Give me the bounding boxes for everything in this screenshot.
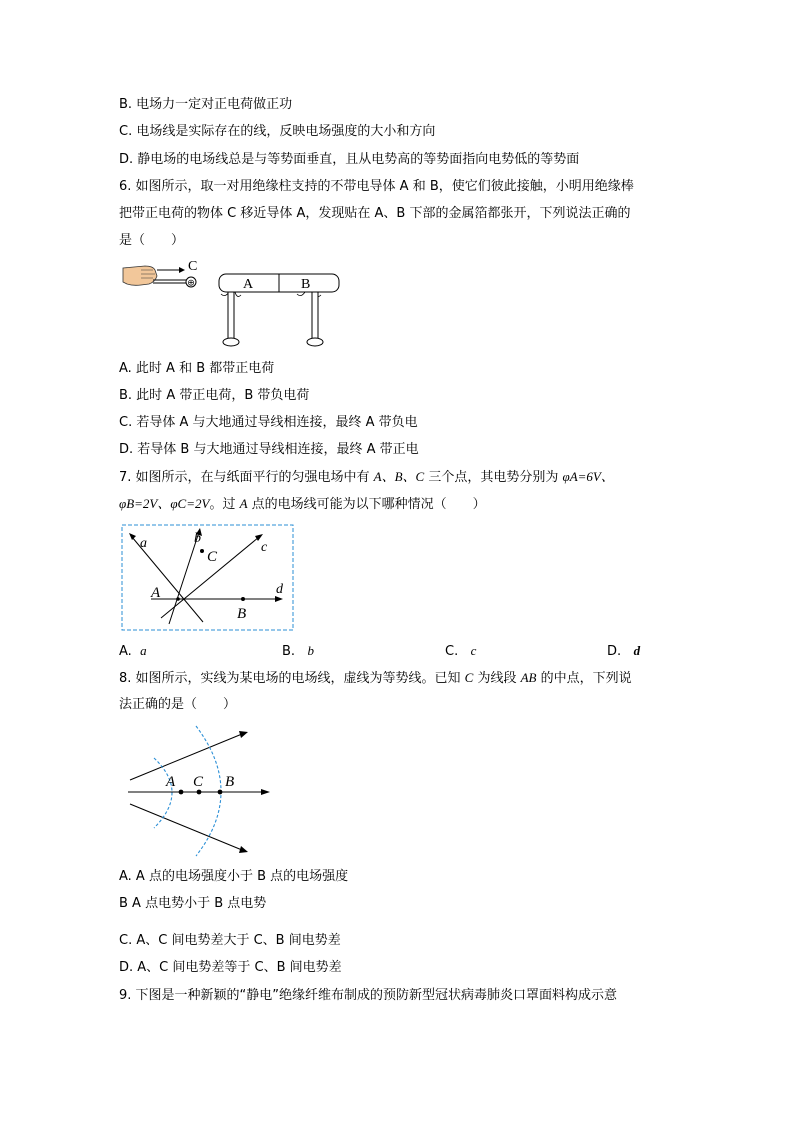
point-b <box>241 597 245 601</box>
q5-option-b: B. 电场力一定对正电荷做正功 <box>119 97 293 112</box>
line-d-label: d <box>276 582 283 597</box>
point-c-label: C <box>207 549 218 565</box>
plus-sign: ⊕ <box>187 277 195 288</box>
q7-stem-line1: 7. 如图所示，在与纸面平行的匀强电场中有 A、B、C 三个点，其电势分别为 φA=6V、 <box>119 469 614 485</box>
label-a: A <box>243 277 254 292</box>
q8-option-d: D. A、C 间电势差等于 C、B 间电势差 <box>119 960 342 975</box>
label-c: C <box>188 259 198 274</box>
point-b-label: B <box>237 606 247 622</box>
q6-option-c: C. 若导体 A 与大地通过导线相连接，最终 A 带负电 <box>119 415 418 430</box>
point-c <box>197 790 202 795</box>
q5-option-c: C. 电场线是实际存在的线，反映电场强度的大小和方向 <box>119 124 436 139</box>
line-b-label: b <box>194 531 201 546</box>
point-a <box>179 790 184 795</box>
q6-figure <box>119 256 349 352</box>
q6-option-a: A. 此时 A 和 B 都带正电荷 <box>119 361 275 376</box>
point-c-label: C <box>193 774 204 790</box>
q6-stem-line3: 是（ ） <box>119 233 185 248</box>
q8-option-c: C. A、C 间电势差大于 C、B 间电势差 <box>119 933 341 948</box>
point-c <box>200 549 204 553</box>
hand-icon <box>123 266 157 285</box>
line-a-label: a <box>140 536 147 551</box>
q9-stem-line1: 9. 下图是一种新颖的“静电”绝缘纤维布制成的预防新型冠状病毒肺炎口罩面料构成示意 <box>119 988 618 1003</box>
q8-stem-line1: 8. 如图所示，实线为某电场的电场线，虚线为等势线。已知 C 为线段 AB 的中点，下列说 <box>119 670 632 686</box>
q7-stem-line2: φB=2V、φC=2V。过 A 点的电场线可能为以下哪种情况（ ） <box>119 496 486 512</box>
q7-option-c: C. c <box>445 643 477 659</box>
point-a-label: A <box>166 774 176 790</box>
line-c-label: c <box>261 540 268 555</box>
q6-stem-line2: 把带正电荷的物体 C 移近导体 A，发现贴在 A、B 下部的金属箔都张开，下列说法正确的 <box>119 206 631 221</box>
q7-figure <box>121 524 295 632</box>
q8-stem-line2: 法正确的是（ ） <box>119 697 237 712</box>
point-a <box>176 597 180 601</box>
q8-figure <box>122 722 274 858</box>
point-b <box>218 790 223 795</box>
insulating-stands <box>223 292 323 346</box>
q7-option-b: B. b <box>282 643 314 659</box>
q6-option-d: D. 若导体 B 与大地通过导线相连接，最终 A 带正电 <box>119 442 419 457</box>
q7-option-a: A. a <box>119 643 147 659</box>
q6-option-b: B. 此时 A 带正电荷，B 带负电荷 <box>119 388 310 403</box>
field-region-border <box>122 525 293 630</box>
q8-option-a: A. A 点的电场强度小于 B 点的电场强度 <box>119 869 349 884</box>
q7-option-d: D. d <box>607 643 641 659</box>
field-line-lower <box>130 804 242 850</box>
label-b: B <box>301 277 311 292</box>
q5-option-d: D. 静电场的电场线总是与等势面垂直，且从电势高的等势面指向电势低的等势面 <box>119 152 580 167</box>
point-a-label: A <box>151 585 161 601</box>
point-b-label: B <box>225 774 235 790</box>
q8-option-b: B A 点电势小于 B 点电势 <box>119 896 267 911</box>
q6-stem-line1: 6. 如图所示，取一对用绝缘柱支持的不带电导体 A 和 B，使它们彼此接触，小明用绝缘棒 <box>119 179 634 194</box>
conductor-ab <box>219 274 339 296</box>
